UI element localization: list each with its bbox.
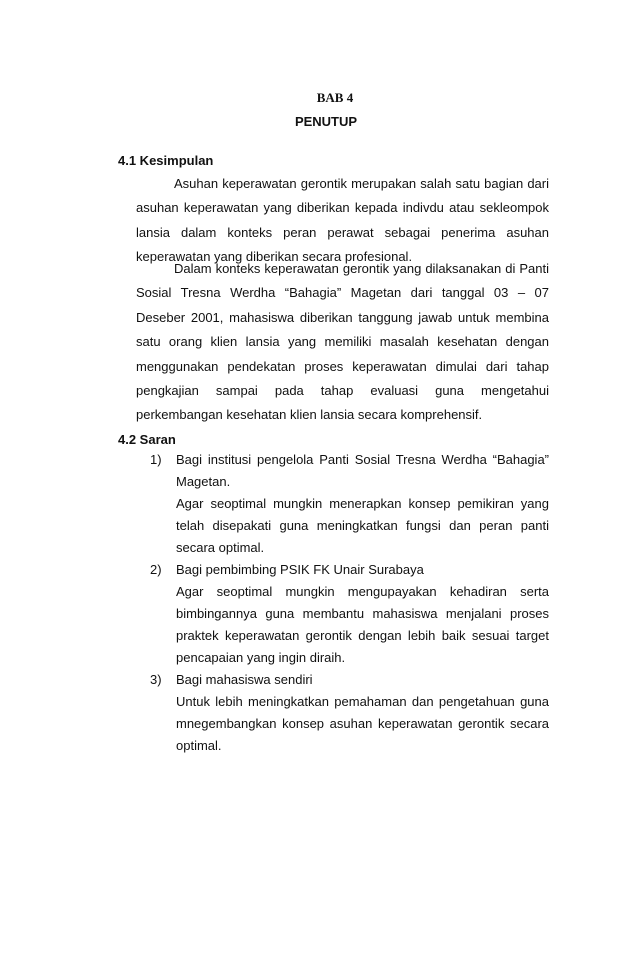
list-body [176,559,549,669]
kesimpulan-paragraph-2-text: Dalam konteks keperawatan gerontik yang dilaksanakan di Panti Sosial Tresna Werdha “Bahagia” Magetan dari tanggal 03 – 07 Deseber 2001, mahasiswa diberikan tanggung jawab untuk membina satu orang klien lansia yang memiliki masalah kesehatan dengan menggunakan pendekatan proses keperawatan dimulai dari tahap pengkajian sampai pada tahap evaluasi guna mengetahui perkembangan kesehatan klien lansia secara komprehensif. [136,261,549,423]
list-body [176,669,549,757]
saran-item-2 [150,559,549,669]
list-number: 2) [150,562,162,577]
saran-item-text: Agar seoptimal mungkin menerapkan konsep pemikiran yang telah disepakati guna meningkatkan fungsi dan peran panti secara optimal. [176,496,549,555]
chapter-label: BAB 4 [316,90,354,105]
section-heading-saran: 4.2 Saran [118,432,176,447]
saran-item-text: Agar seoptimal mungkin mengupayakan kehadiran serta bimbingannya guna membantu mahasiswa menjalani proses praktek keperawatan gerontik dengan lebih baik sesuai target pencapaian yang ingin diraih. [176,584,549,665]
kesimpulan-paragraph-1-text: Asuhan keperawatan gerontik merupakan salah satu bagian dari asuhan keperawatan yang diberikan kepada indivdu atau sekleompok lansia dalam konteks peran perawat sebagai penerima asuhan keperawatan yang diberikan secara profesional. [136,176,549,265]
list-number: 3) [150,672,162,687]
saran-item-text: Untuk lebih meningkatkan pemahaman dan pengetahuan guna mnegembangkan konsep asuhan keperawatan gerontik secara optimal. [176,694,549,753]
kesimpulan-paragraph-2 [136,257,549,428]
saran-item-1 [150,449,549,559]
saran-item-title: Bagi mahasiswa sendiri [176,672,313,687]
saran-item-title: Bagi pembimbing PSIK FK Unair Surabaya [176,562,424,577]
section-heading-kesimpulan: 4.1 Kesimpulan [118,153,214,168]
kesimpulan-paragraph-1 [136,172,549,270]
chapter-title: PENUTUP [294,114,358,129]
list-body [176,449,549,559]
saran-list [150,449,549,757]
list-number: 1) [150,452,162,467]
saran-item-3 [150,669,549,757]
saran-item-title: Bagi institusi pengelola Panti Sosial Tresna Werdha “Bahagia” Magetan. [176,452,549,489]
